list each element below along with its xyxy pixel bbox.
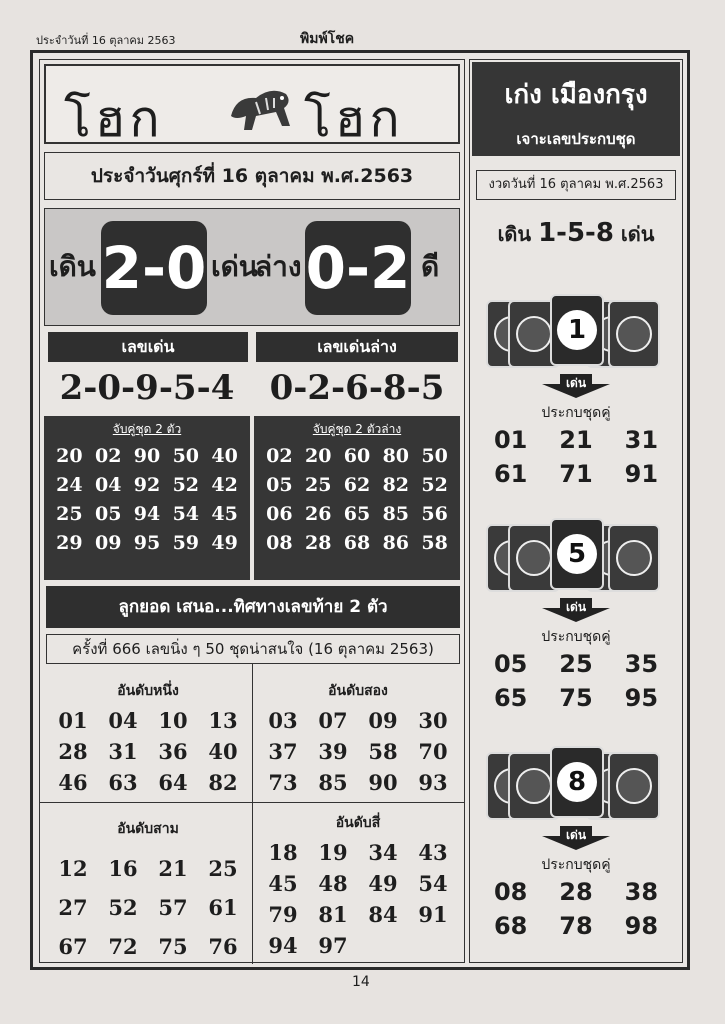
rank-2-number: 93 [418, 770, 448, 795]
set-number: 65 [493, 684, 528, 712]
rank-divider-vertical [252, 664, 253, 964]
lead-pair-number: 42 [211, 474, 238, 496]
rank-1-number: 82 [208, 770, 238, 795]
rank-2-number: 37 [268, 739, 298, 764]
set-numbers [478, 650, 674, 712]
page-number: 14 [352, 974, 370, 990]
lead-pair-number: 54 [172, 503, 200, 525]
bottom-pair-number: 02 [266, 445, 293, 467]
logo-word-right: โฮก [304, 90, 404, 148]
rank-3-number: 27 [58, 895, 88, 920]
rank-4-number: 45 [268, 871, 298, 896]
bottom-pair-number: 25 [304, 474, 332, 496]
bottom-pair-number: 50 [421, 445, 448, 467]
rank-four-numbers [258, 840, 458, 958]
rank-1-number: 10 [158, 708, 188, 733]
rank-3-number: 76 [208, 934, 238, 959]
rank-1-number: 13 [208, 708, 238, 733]
card-icon [608, 752, 660, 820]
right-column [469, 59, 683, 963]
tiger-icon [226, 76, 296, 136]
rank-2-number: 39 [318, 739, 348, 764]
bottom-digits-title: เลขเด่นล่าง [256, 332, 458, 362]
rank-4-number: 54 [418, 871, 448, 896]
set-number: 75 [559, 684, 593, 712]
bottom-pair-number: 08 [266, 532, 293, 554]
rank-3-number: 61 [208, 895, 238, 920]
good-label: ดี [421, 250, 440, 283]
rank-2-number: 30 [418, 708, 448, 733]
rank-3-number: 67 [58, 934, 88, 959]
rank-2-number: 70 [418, 739, 448, 764]
bottom-pair-number: 52 [421, 474, 448, 496]
set-numbers [478, 426, 674, 488]
set-number: 05 [493, 650, 528, 678]
rank-3-number: 16 [108, 856, 138, 881]
bottom-pair-number: 82 [382, 474, 410, 496]
run-line-label: เดิน [497, 222, 532, 246]
bottom-label: ล่าง [255, 250, 302, 283]
card-fan-icon [492, 294, 662, 374]
rank-one-title: อันดับหนึ่ง [117, 683, 179, 699]
rank-1-number: 40 [208, 739, 238, 764]
bottom-digits-value: 0-2-6-8-5 [269, 368, 445, 408]
lead-pair-number: 45 [211, 503, 238, 525]
bottom-pair-number: 26 [304, 503, 332, 525]
rank-2-number: 09 [368, 708, 398, 733]
rank-two [258, 680, 458, 795]
digit-badge: 5 [557, 534, 597, 574]
set-label: ประกบชุดคู่ [541, 405, 611, 421]
set-number: 68 [493, 912, 528, 940]
lead-pair-number: 90 [133, 445, 161, 467]
rank-2-number: 73 [268, 770, 298, 795]
rank-1-number: 46 [58, 770, 88, 795]
lead-pair-number: 95 [133, 532, 161, 554]
bottom-pair-number: 56 [421, 503, 448, 525]
rank-4-number: 48 [318, 871, 348, 896]
lead-pair-number: 05 [94, 503, 122, 525]
group-tag: เด่น [565, 376, 587, 390]
set-number: 01 [493, 426, 528, 454]
lead-pair-number: 94 [133, 503, 161, 525]
rank-4-number: 94 [268, 933, 298, 958]
bottom-pair-number: 86 [382, 532, 410, 554]
set-number: 31 [624, 426, 659, 454]
run-label: เดิน [49, 250, 96, 283]
rank-two-numbers [258, 708, 458, 795]
lead-label: เด่น [211, 250, 258, 283]
rank-1-number: 64 [158, 770, 188, 795]
bottom-pair: 0-2 [305, 221, 411, 315]
rank-2-number: 58 [368, 739, 398, 764]
lead-pairs-panel [44, 416, 250, 580]
run-line-numbers: 1-5-8 [538, 218, 614, 248]
lead-pair-number: 40 [211, 445, 238, 467]
rank-4-number: 81 [318, 902, 348, 927]
bottom-pair-number: 28 [304, 532, 332, 554]
digit-badge: 8 [557, 762, 597, 802]
group-tag: เด่น [565, 600, 587, 614]
digit-card [550, 294, 604, 366]
bottom-pair-number: 62 [343, 474, 371, 496]
lead-pair-number: 59 [172, 532, 200, 554]
rank-three-numbers [48, 856, 248, 959]
lead-pair-number: 52 [172, 474, 200, 496]
card-fan-icon [492, 518, 662, 598]
bottom-pair-number: 65 [343, 503, 371, 525]
rank-4-number: 43 [418, 840, 448, 865]
card-icon [608, 524, 660, 592]
set-number: 95 [624, 684, 659, 712]
suggest-subtitle: ครั้งที่ 666 เลขนิ่ง ๆ 50 ชุดน่าสนใจ (16 ตุลาคม 2563) [46, 634, 460, 664]
lead-pair-number: 04 [94, 474, 122, 496]
bottom-pair-number: 06 [266, 503, 293, 525]
rank-4-number: 79 [268, 902, 298, 927]
rank-2-number: 07 [318, 708, 348, 733]
publication-name: พิมพ์โชค [300, 31, 355, 47]
author-subtitle: เจาะเลขประกบชุด [516, 130, 636, 148]
set-numbers [478, 878, 674, 940]
page-frame [30, 50, 690, 970]
set-number: 61 [493, 460, 528, 488]
lead-pairs-grid [44, 439, 250, 554]
rank-1-number: 36 [158, 739, 188, 764]
lead-pair-number: 09 [94, 532, 122, 554]
bottom-pairs-title: จับคู่ชุด 2 ตัวล่าง [312, 422, 402, 436]
rank-three-title: อันดับสาม [117, 821, 179, 837]
rank-one [48, 680, 248, 795]
rank-4-number: 84 [368, 902, 398, 927]
rank-4-number: 49 [368, 871, 398, 896]
set-number: 25 [559, 650, 593, 678]
rank-4-number: 19 [318, 840, 348, 865]
set-number: 35 [624, 650, 659, 678]
issue-date: ประจำวันที่ 16 ตุลาคม 2563 [36, 34, 176, 47]
group-tag: เด่น [565, 828, 587, 842]
lead-pair-number: 92 [133, 474, 161, 496]
rank-3-number: 72 [108, 934, 138, 959]
rank-1-number: 01 [58, 708, 88, 733]
rank-4-number: 91 [418, 902, 448, 927]
rank-1-number: 04 [108, 708, 138, 733]
digit-banner [44, 208, 460, 326]
set-number: 78 [559, 912, 593, 940]
set-label: ประกบชุดคู่ [541, 629, 611, 645]
bottom-pair-number: 85 [382, 503, 410, 525]
set-number: 98 [624, 912, 659, 940]
left-column [39, 59, 465, 963]
bottom-pair-number: 60 [343, 445, 371, 467]
set-number: 08 [493, 878, 528, 906]
rank-2-number: 85 [318, 770, 348, 795]
bottom-pair-number: 58 [421, 532, 448, 554]
bottom-pairs-panel [254, 416, 460, 580]
set-number: 38 [624, 878, 659, 906]
right-draw-date: งวดวันที่ 16 ตุลาคม พ.ศ.2563 [476, 170, 676, 200]
rank-divider-horizontal [40, 802, 464, 803]
right-header [472, 62, 680, 156]
run-pair: 2-0 [101, 221, 207, 315]
rank-1-number: 31 [108, 739, 138, 764]
logo [44, 64, 460, 148]
rank-3-number: 75 [158, 934, 188, 959]
lead-pair-number: 24 [56, 474, 83, 496]
lead-pair-number: 29 [56, 532, 83, 554]
rank-1-number: 28 [58, 739, 88, 764]
rank-3-number: 52 [108, 895, 138, 920]
rank-4-number: 97 [318, 933, 348, 958]
bottom-pairs-grid [254, 439, 460, 554]
rank-3-number: 25 [208, 856, 238, 881]
digit-card [550, 746, 604, 818]
rank-three [48, 818, 248, 959]
lead-digits-title: เลขเด่น [48, 332, 248, 362]
draw-date: ประจำวันศุกร์ที่ 16 ตุลาคม พ.ศ.2563 [44, 152, 460, 200]
lead-pair-number: 02 [94, 445, 122, 467]
set-number: 71 [559, 460, 593, 488]
lead-pair-number: 49 [211, 532, 238, 554]
digit-card [550, 518, 604, 590]
card-icon [608, 300, 660, 368]
rank-2-number: 90 [368, 770, 398, 795]
run-line-lead: เด่น [620, 222, 655, 246]
bottom-pair-number: 05 [266, 474, 293, 496]
run-line [470, 218, 682, 250]
lead-digits-value: 2-0-9-5-4 [59, 368, 235, 408]
set-label: ประกบชุดคู่ [541, 857, 611, 873]
rank-4-number: 18 [268, 840, 298, 865]
digit-badge: 1 [557, 310, 597, 350]
rank-two-title: อันดับสอง [328, 683, 388, 699]
rank-four-title: อันดับสี่ [335, 815, 381, 831]
set-number: 21 [559, 426, 593, 454]
rank-4-number: 34 [368, 840, 398, 865]
set-number: 91 [624, 460, 659, 488]
rank-3-number: 21 [158, 856, 188, 881]
lead-pair-number: 25 [56, 503, 83, 525]
bottom-pair-number: 68 [343, 532, 371, 554]
rank-3-number: 57 [158, 895, 188, 920]
bottom-pair-number: 80 [382, 445, 410, 467]
suggest-title: ลูกยอด เสนอ...ทิศทางเลขท้าย 2 ตัว [46, 586, 460, 628]
rank-1-number: 63 [108, 770, 138, 795]
logo-word-left: โฮก [64, 90, 164, 148]
card-fan-icon [492, 746, 662, 826]
lead-pair-number: 50 [172, 445, 200, 467]
rank-four [258, 812, 458, 958]
rank-one-numbers [48, 708, 248, 795]
set-number: 28 [559, 878, 593, 906]
author-name: เก่ง เมืองกรุง [504, 80, 648, 110]
bottom-pair-number: 20 [304, 445, 332, 467]
rank-3-number: 12 [58, 856, 88, 881]
lead-pairs-title: จับคู่ชุด 2 ตัว [112, 422, 182, 436]
lead-pair-number: 20 [56, 445, 83, 467]
rank-2-number: 03 [268, 708, 298, 733]
